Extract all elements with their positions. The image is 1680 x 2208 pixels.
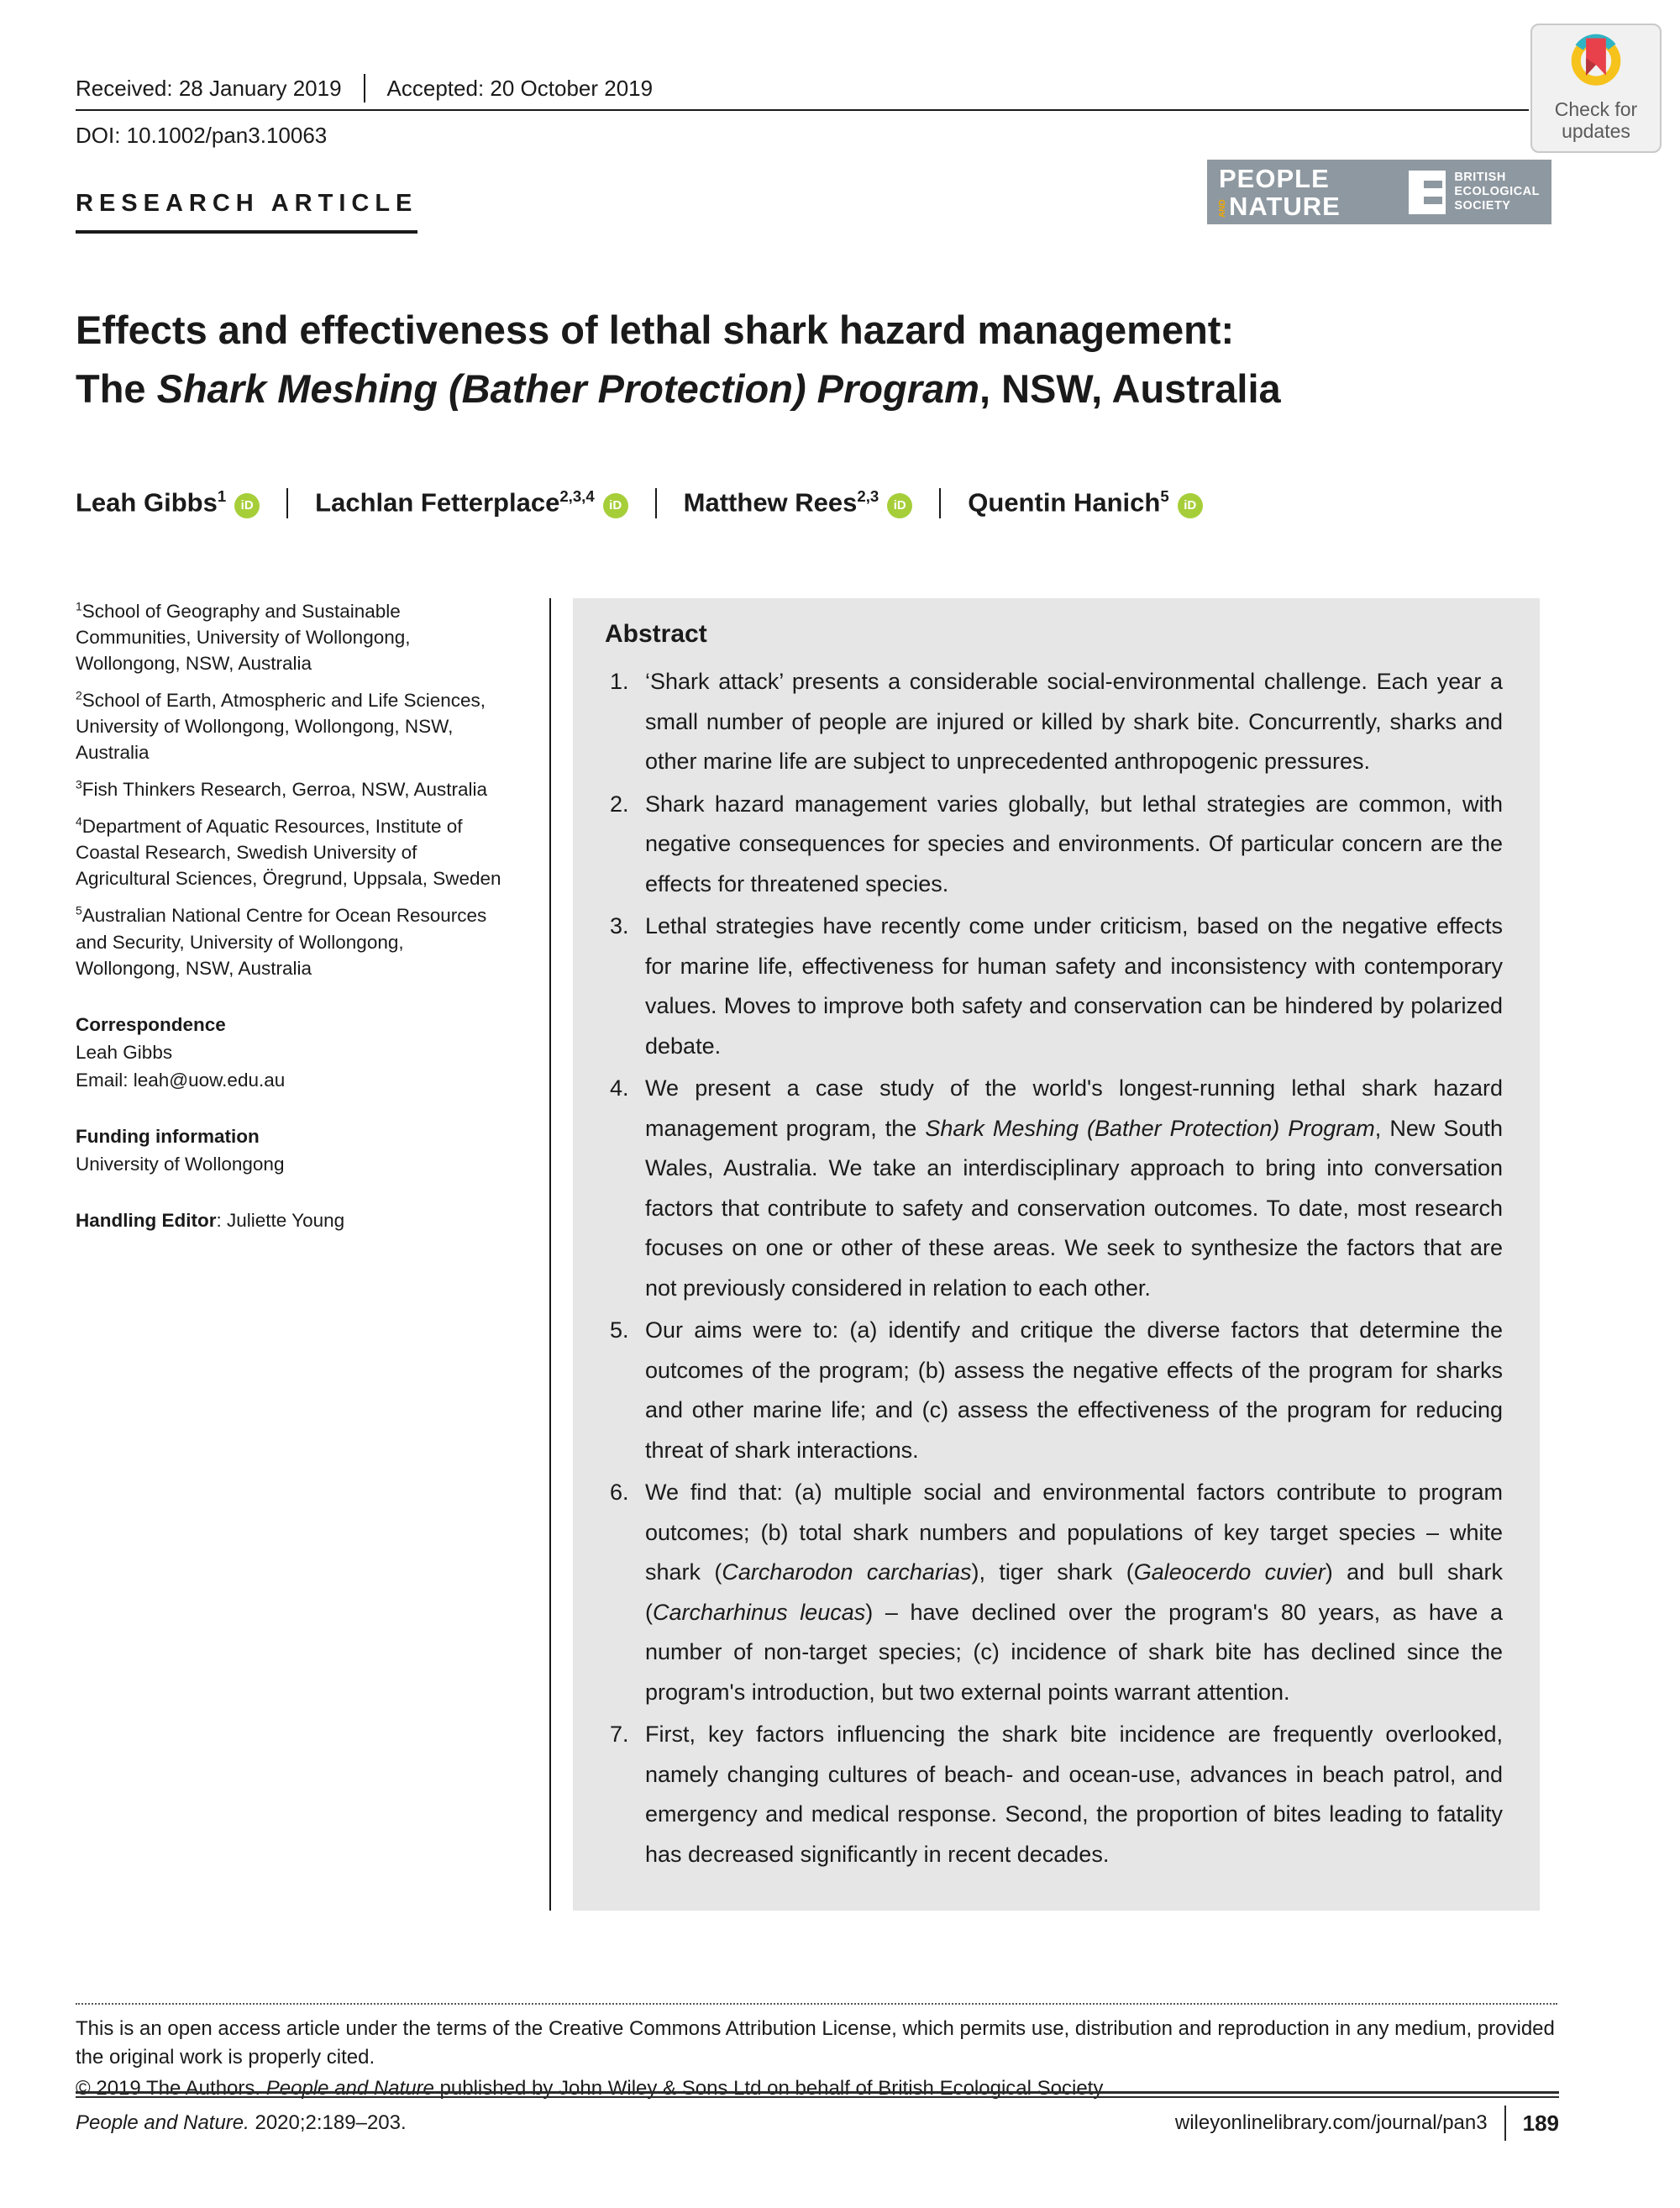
correspondence-name: Leah Gibbs bbox=[76, 1041, 173, 1063]
accepted-date: Accepted: 20 October 2019 bbox=[386, 75, 654, 101]
author-separator bbox=[939, 488, 941, 518]
funding-text: University of Wollongong bbox=[76, 1153, 285, 1175]
footer-divider bbox=[1504, 2105, 1506, 2141]
badge-label-line1: Check for bbox=[1554, 97, 1638, 120]
article-type-label: RESEARCH ARTICLE bbox=[76, 190, 417, 234]
affiliation: $^5$Australian National Centre for Ocean Resources and Security, University of Wollongong, Wollongong, NSW, Australia bbox=[76, 903, 487, 979]
check-for-updates-badge[interactable] bbox=[1530, 24, 1662, 153]
author: Matthew Rees$^{2,3}$iD bbox=[684, 487, 913, 518]
copyright-line: © 2019 The Authors. People and Nature published by John Wiley & Sons Ltd on behalf of British Ecological Society bbox=[76, 2077, 1104, 2100]
abstract-item: Shark hazard management varies globally, but lethal strategies are common, with negative consequences for species and environments. Of particular concern are the effects for threatened species. bbox=[645, 791, 1503, 896]
author: Quentin Hanich$^5$iD bbox=[968, 487, 1202, 518]
abstract-item: Lethal strategies have recently come under criticism, based on the negative effects for marine life, effectiveness for human safety and inconsistency with contemporary values. Moves to improve both safety and conservation can be hindered by polarized debate. bbox=[645, 913, 1503, 1059]
abstract-item: First, key factors influencing the shark bite incidence are frequently overlooked, namely changing cultures of beach- and ocean-use, advances in beach patrol, and emergency and medical response. Second, the proportion of bites leading to fatality has decreased significantly in recent decades. bbox=[645, 1722, 1503, 1867]
bes-e-icon bbox=[1409, 171, 1446, 214]
abstract-item: ‘Shark attack’ presents a considerable social-environmental challenge. Each year a small number of people are injured or killed by shark bite. Concurrently, sharks and other marine life are subject to unprecedented anthropogenic pressures. bbox=[645, 669, 1503, 775]
orcid-icon[interactable]: iD bbox=[234, 493, 260, 518]
people-wordmark: PEOPLE bbox=[1219, 163, 1330, 193]
author-separator bbox=[286, 488, 288, 518]
running-footer bbox=[76, 2105, 1559, 2141]
author-separator bbox=[655, 488, 657, 518]
affiliation: $^3$Fish Thinkers Research, Gerroa, NSW, Australia bbox=[76, 777, 488, 801]
column-divider bbox=[549, 598, 551, 1911]
dotted-separator bbox=[76, 2003, 1557, 2005]
header-rule bbox=[76, 109, 1529, 111]
affiliation: $^4$Department of Aquatic Resources, Institute of Coastal Research, Swedish University of Agricultural Sciences, Öregrund, Uppsala, Sweden bbox=[76, 814, 501, 890]
author: Lachlan Fetterplace$^{2,3,4}$iD bbox=[315, 487, 628, 518]
bes-line3: SOCIETY bbox=[1454, 198, 1511, 213]
article-title bbox=[76, 301, 1571, 418]
open-access-statement: This is an open access article under the terms of the Creative Commons Attribution License, which permits use, distribution and reproduction in any medium, provided the original work is properly cited. bbox=[76, 2017, 1555, 2069]
received-date: Received: 28 January 2019 bbox=[76, 75, 342, 101]
bes-line2: ECOLOGICAL bbox=[1454, 185, 1540, 199]
received-accepted-row bbox=[76, 74, 653, 103]
journal-citation: People and Nature. 2020;2:189–203. bbox=[76, 2111, 407, 2134]
author-affil-sup: 2,3,4 bbox=[559, 487, 595, 505]
affiliation: $^1$School of Geography and Sustainable Communities, University of Wollongong, Wollongong, NSW, Australia bbox=[76, 599, 411, 675]
nature-wordmark: NATURE bbox=[1229, 191, 1341, 221]
orcid-icon[interactable]: iD bbox=[1178, 493, 1203, 518]
author-affil-sup: 5 bbox=[1160, 487, 1169, 505]
abstract-list bbox=[605, 662, 1503, 1874]
badge-label-line2: updates bbox=[1562, 119, 1630, 142]
footer-rule bbox=[76, 2091, 1559, 2098]
page-number: 189 bbox=[1522, 2110, 1559, 2136]
article-title-line1: Effects and effectiveness of lethal shark hazard management: bbox=[76, 308, 1235, 352]
abstract-item: Our aims were to: (a) identify and critique the diverse factors that determine the outcomes of the program; (b) assess the negative effects of the program for sharks and other marine life; and (c) assess the effectiveness of the program for reducing threat of shark interactions. bbox=[645, 1317, 1503, 1463]
author-affil-sup: 1 bbox=[217, 487, 227, 505]
journal-logo bbox=[1207, 160, 1551, 224]
correspondence-heading: Correspondence bbox=[76, 1013, 226, 1035]
british-ecological-society-logo bbox=[1409, 171, 1540, 214]
author: Leah Gibbs$^1$iD bbox=[76, 487, 260, 518]
meta-divider bbox=[364, 74, 365, 103]
main-columns bbox=[76, 598, 1604, 1911]
author-list bbox=[76, 487, 1588, 518]
abstract-heading: Abstract bbox=[605, 620, 707, 648]
bes-line1: BRITISH bbox=[1454, 171, 1506, 185]
affiliation: $^2$School of Earth, Atmospheric and Life Sciences, University of Wollongong, Wollongong, NSW, Australia bbox=[76, 688, 486, 764]
orcid-icon[interactable]: iD bbox=[603, 493, 628, 518]
journal-url[interactable]: wileyonlinelibrary.com/journal/pan3 bbox=[1174, 2111, 1488, 2134]
abstract-item: We find that: (a) multiple social and environmental factors contribute to program outcomes; (b) total shark numbers and populations of key target species – white shark (Carcharodon carcharias), tiger shark (Galeocerdo cuvier) and bull shark (Carcharhinus leucas) – have declined over the program's 80 years, as have a number of non-target species; (c) incidence of shark bite has declined since the program's introduction, but two external points warrant attention. bbox=[645, 1480, 1504, 1705]
crossmark-icon bbox=[1564, 30, 1628, 94]
handling-editor: Handling Editor: Juliette Young bbox=[76, 1209, 345, 1231]
abstract-item: We present a case study of the world's longest-running lethal shark hazard management program, the Shark Meshing (Bather Protection) Program, New South Wales, Australia. We take an interdisciplinary approach to bring into conversation factors that contribute to safety and conservation outcomes. To date, most research focuses on one or other of these areas. We seek to synthesize the factors that are not previously considered in relation to each other. bbox=[645, 1075, 1503, 1301]
doi: DOI: 10.1002/pan3.10063 bbox=[76, 123, 328, 148]
author-affil-sup: 2,3 bbox=[857, 487, 879, 505]
article-title-line2: The Shark Meshing (Bather Protection) Program, NSW, Australia bbox=[76, 365, 1281, 411]
abstract-box bbox=[573, 598, 1540, 1911]
orcid-icon[interactable]: iD bbox=[887, 493, 912, 518]
correspondence-email: Email: leah@uow.edu.au bbox=[76, 1069, 286, 1091]
and-wordmark: AND bbox=[1218, 198, 1227, 218]
funding-heading: Funding information bbox=[76, 1125, 260, 1147]
sidebar bbox=[76, 598, 506, 1911]
people-and-nature-wordmark bbox=[1218, 163, 1341, 221]
